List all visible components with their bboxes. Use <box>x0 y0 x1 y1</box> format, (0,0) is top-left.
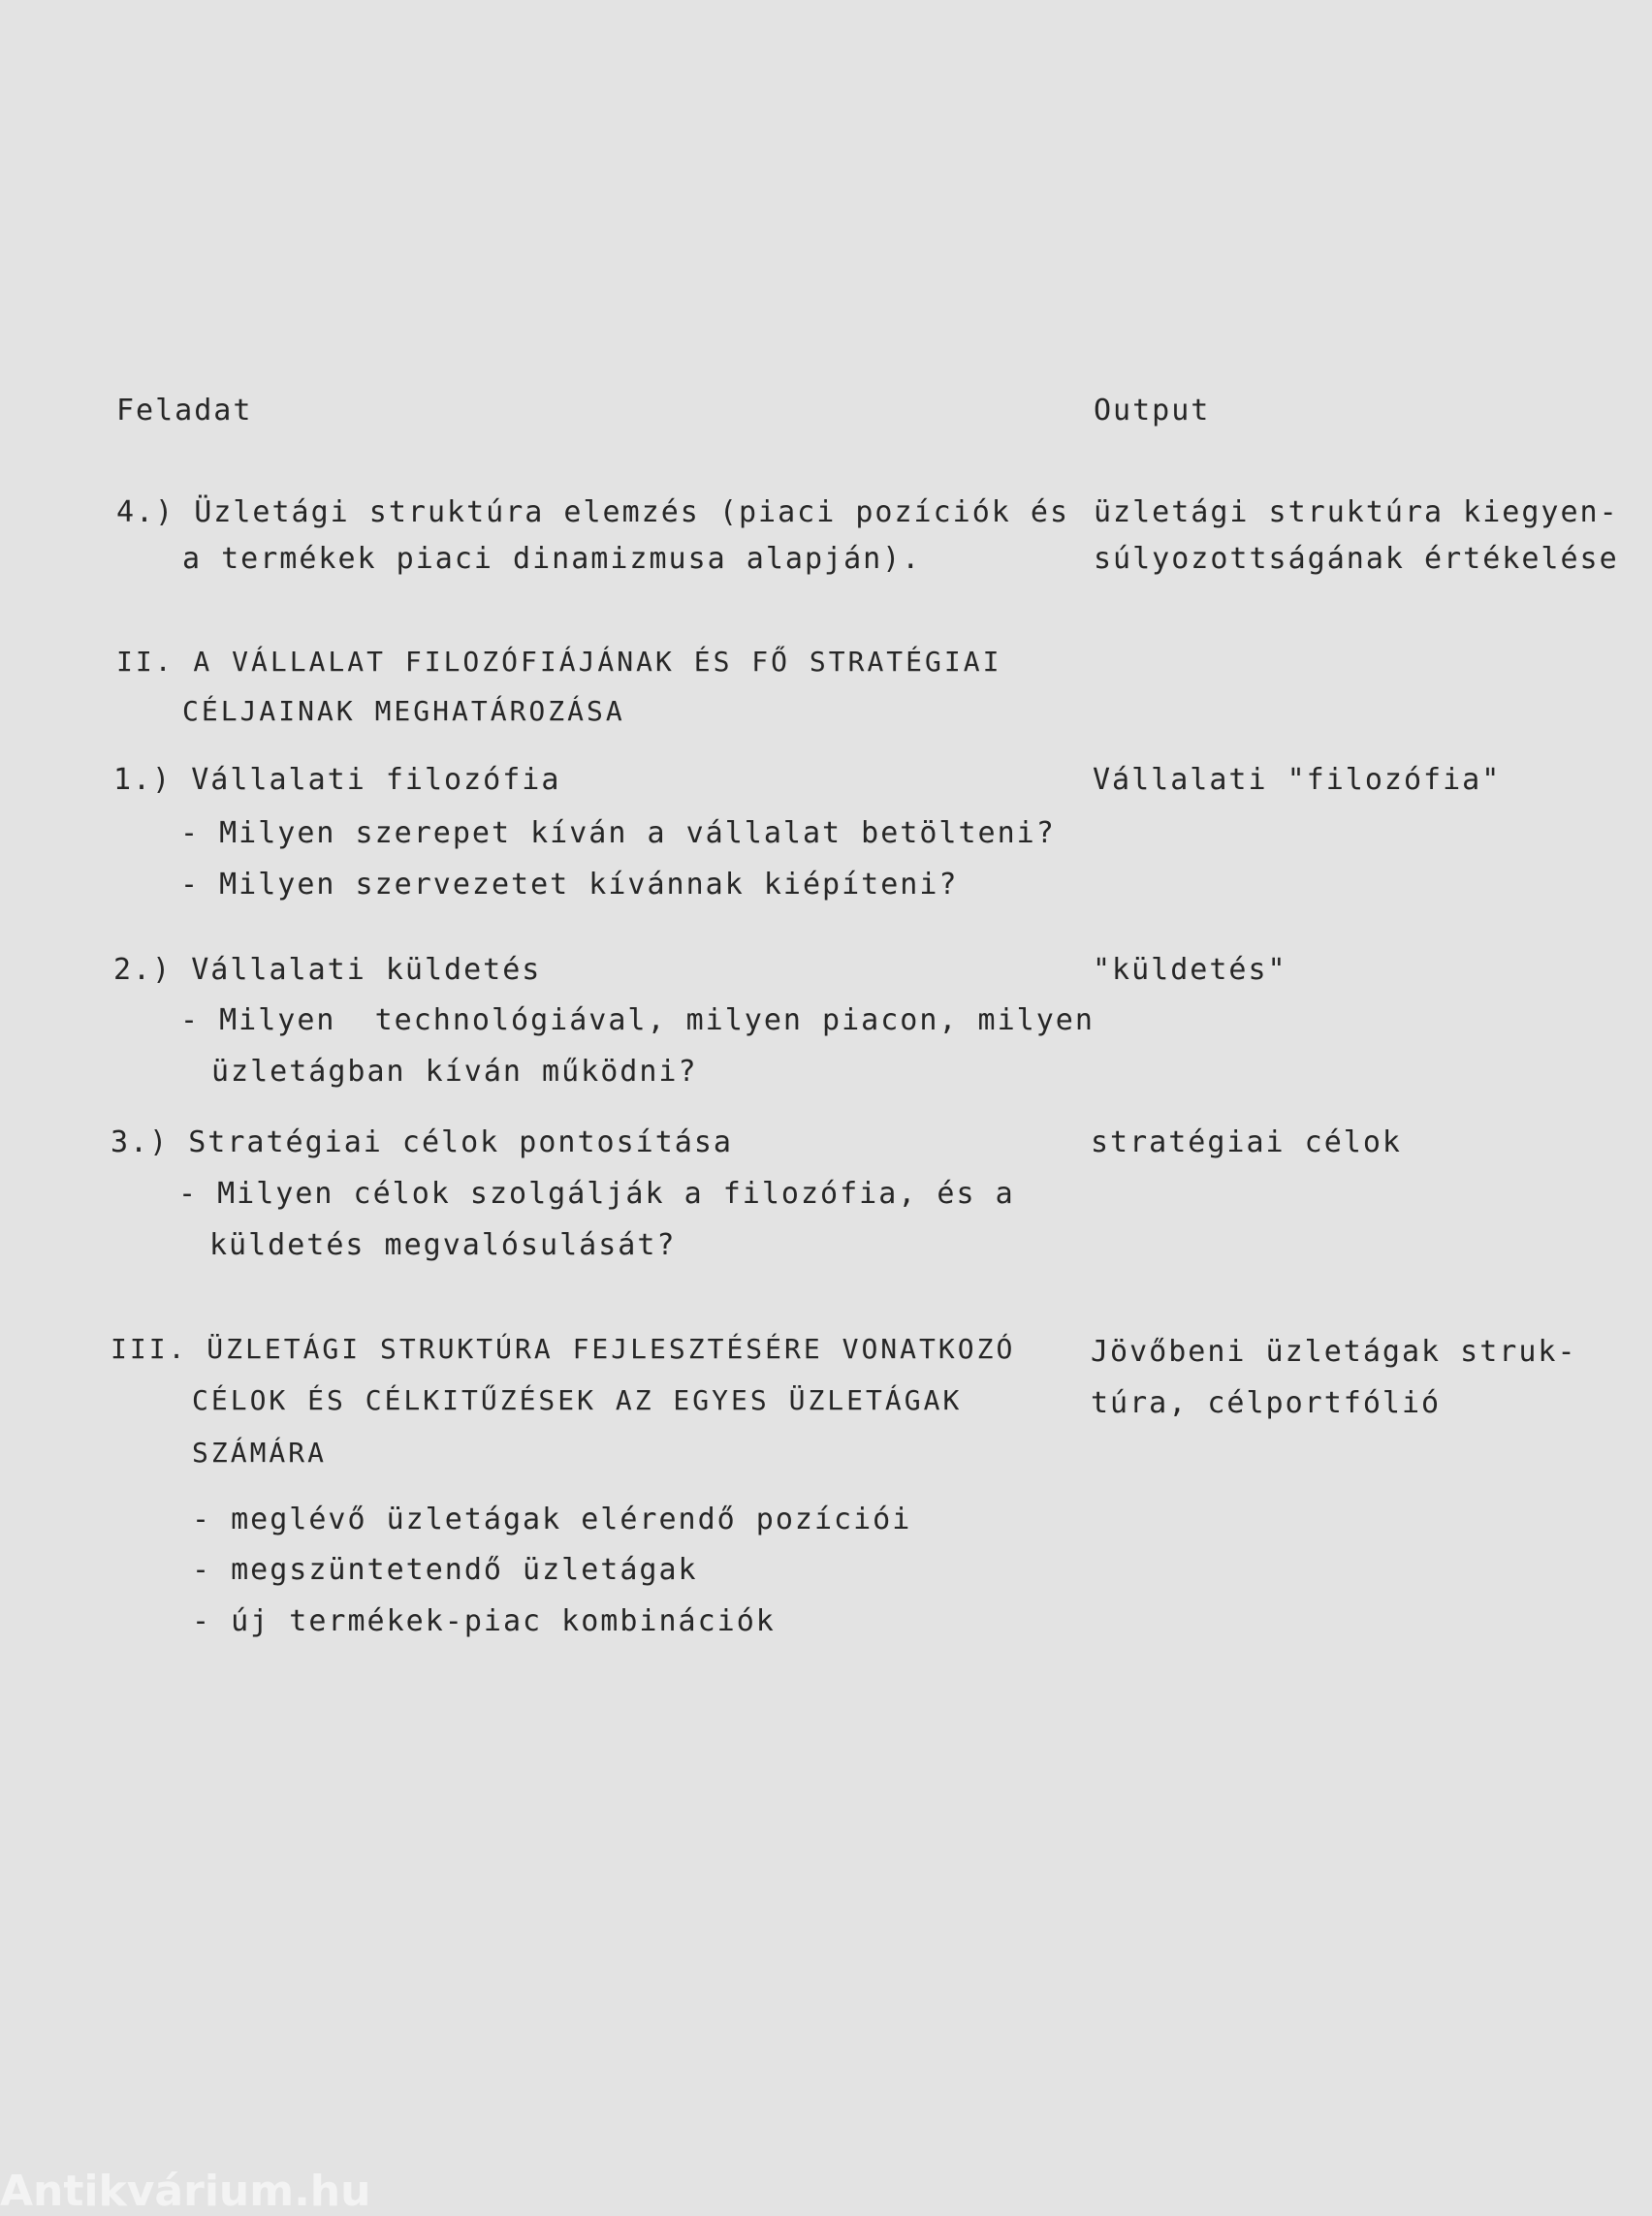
section-3-bullet-3: - új termékek-piac kombinációk <box>192 1604 776 1638</box>
item-4-line-1: 4.) Üzletági struktúra elemzés (piaci pozíciók és <box>116 495 1070 529</box>
section-2-heading-line-1: II. A VÁLLALAT FILOZÓFIÁJÁNAK ÉS FŐ STRATÉGIAI <box>116 646 1002 678</box>
section-2-item-2-bullet-1a: - Milyen technológiával, milyen piacon, milyen <box>180 1003 1095 1037</box>
section-2-item-2-title: 2.) Vállalati küldetés <box>113 953 542 987</box>
item-4-output-line-1: üzletági struktúra kiegyen- <box>1094 495 1619 529</box>
section-2-item-1-bullet-2: - Milyen szervezetet kívánnak kiépíteni? <box>180 868 959 902</box>
section-2-item-1-bullet-1: - Milyen szerepet kíván a vállalat betölteni? <box>180 816 1056 850</box>
section-2-item-1-title: 1.) Vállalati filozófia <box>113 763 561 797</box>
section-2-item-2-bullet-1b: üzletágban kíván működni? <box>211 1055 698 1089</box>
section-3-heading-line-1: III. ÜZLETÁGI STRUKTÚRA FEJLESZTÉSÉRE VONATKOZÓ <box>111 1333 1016 1365</box>
section-2-item-3-bullet-1a: - Milyen célok szolgálják a filozófia, és a <box>178 1177 1015 1211</box>
section-3-heading-line-3: SZÁMÁRA <box>192 1437 328 1469</box>
header-feladat: Feladat <box>116 394 253 427</box>
section-2-item-1-output: Vállalati "filozófia" <box>1093 763 1502 797</box>
item-4-output-line-2: súlyozottságának értékelése <box>1094 542 1619 576</box>
section-3-bullet-2: - megszüntetendő üzletágak <box>192 1553 698 1587</box>
section-2-heading-line-2: CÉLJAINAK MEGHATÁROZÁSA <box>182 695 625 727</box>
section-2-item-3-bullet-1b: küldetés megvalósulását? <box>209 1228 677 1262</box>
section-3-heading-line-2: CÉLOK ÉS CÉLKITŰZÉSEK AZ EGYES ÜZLETÁGAK <box>192 1384 963 1416</box>
section-2-item-2-output: "küldetés" <box>1093 953 1287 987</box>
section-3-output-line-1: Jövőbeni üzletágak struk- <box>1091 1335 1577 1369</box>
section-2-item-3-title: 3.) Stratégiai célok pontosítása <box>111 1125 733 1159</box>
section-3-output-line-2: túra, célportfólió <box>1091 1386 1442 1420</box>
header-output: Output <box>1094 394 1211 427</box>
section-3-bullet-1: - meglévő üzletágak elérendő pozíciói <box>192 1503 912 1536</box>
section-2-item-3-output: stratégiai célok <box>1091 1125 1402 1159</box>
antikvarium-watermark: Antikvárium.hu <box>0 2167 371 2216</box>
item-4-line-2: a termékek piaci dinamizmusa alapján). <box>182 542 922 576</box>
